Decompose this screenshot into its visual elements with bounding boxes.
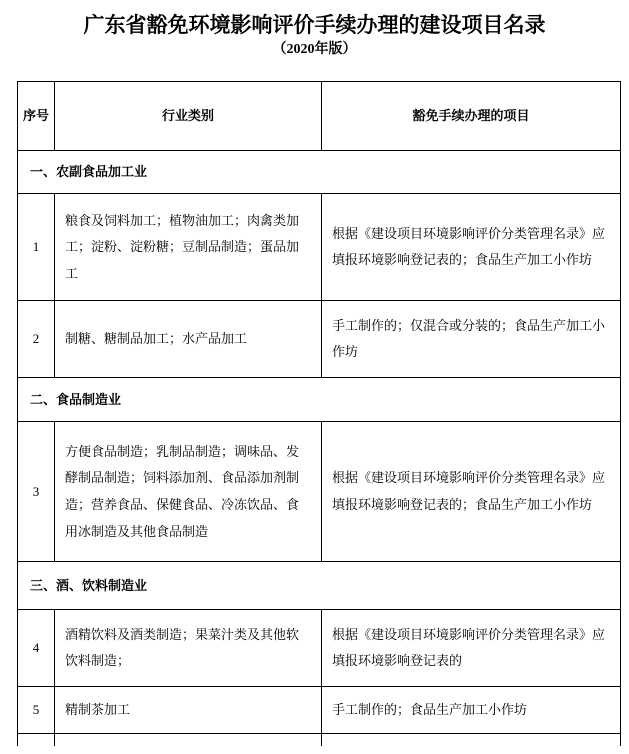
partial-cell [55, 734, 322, 746]
serial-number-cell: 5 [18, 687, 55, 734]
industry-category-cell: 精制茶加工 [55, 687, 322, 734]
industry-category-cell: 方便食品制造；乳制品制造；调味品、发酵制品制造；饲料添加剂、食品添加剂制造；营养食品、保健食品、冷冻饮品、食用冰制造及其他食品制造 [55, 422, 322, 562]
partial-next-row [18, 734, 621, 746]
exempt-projects-cell: 手工制作的；食品生产加工小作坊 [322, 687, 621, 734]
serial-number-cell: 4 [18, 610, 55, 687]
exempt-projects-cell: 根据《建设项目环境影响评价分类管理名录》应填报环境影响登记表的；食品生产加工小作坊 [322, 422, 621, 562]
table-row [18, 301, 621, 378]
partial-cell [18, 734, 55, 746]
document-page [0, 12, 629, 754]
header-serial-number: 序号 [18, 82, 55, 151]
exempt-projects-cell: 根据《建设项目环境影响评价分类管理名录》应填报环境影响登记表的；食品生产加工小作坊 [322, 194, 621, 301]
table-row [18, 194, 621, 301]
section-title: 三、酒、饮料制造业 [18, 562, 621, 610]
section-title: 二、食品制造业 [18, 378, 621, 422]
serial-number-cell: 3 [18, 422, 55, 562]
table-row [18, 610, 621, 687]
industry-category-cell: 粮食及饲料加工；植物油加工；肉禽类加工；淀粉、淀粉糖；豆制品制造；蛋品加工 [55, 194, 322, 301]
exempt-projects-cell: 手工制作的；仅混合或分装的；食品生产加工小作坊 [322, 301, 621, 378]
exempt-projects-cell: 根据《建设项目环境影响评价分类管理名录》应填报环境影响登记表的 [322, 610, 621, 687]
table-header-row [18, 82, 621, 151]
industry-category-cell: 制糖、糖制品加工；水产品加工 [55, 301, 322, 378]
page-title: 广东省豁免环境影响评价手续办理的建设项目名录 [83, 13, 546, 37]
header-exempt-projects: 豁免手续办理的项目 [322, 82, 621, 151]
table-row [18, 687, 621, 734]
header-industry-category: 行业类别 [55, 82, 322, 151]
page-subtitle: （2020年版） [272, 42, 357, 58]
section-title: 一、农副食品加工业 [18, 151, 621, 194]
exemption-project-table [17, 81, 621, 746]
table-row [18, 422, 621, 562]
serial-number-cell: 1 [18, 194, 55, 301]
section-row [18, 151, 621, 194]
serial-number-cell: 2 [18, 301, 55, 378]
section-row [18, 562, 621, 610]
partial-cell [322, 734, 621, 746]
industry-category-cell: 酒精饮料及酒类制造；果菜汁类及其他软饮料制造； [55, 610, 322, 687]
section-row [18, 378, 621, 422]
